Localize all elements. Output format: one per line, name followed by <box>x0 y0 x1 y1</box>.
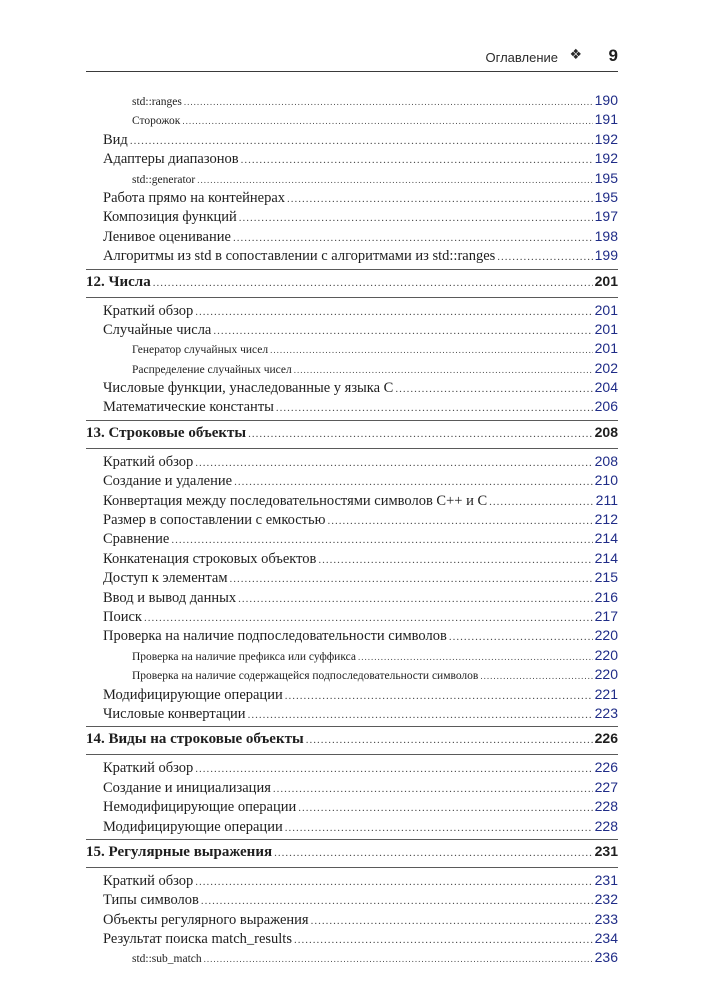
dot-leader <box>273 783 593 795</box>
dot-leader <box>327 515 592 527</box>
dot-leader <box>234 476 593 488</box>
toc-section[interactable] <box>86 569 618 588</box>
toc-entry-title: Результат поиска match_results <box>103 931 292 948</box>
chapter-rule <box>86 448 618 449</box>
toc-entry-title: Модифицирующие операции <box>103 818 283 835</box>
toc-entry-page: 202 <box>594 359 618 376</box>
toc-subsection[interactable] <box>86 170 618 189</box>
toc-entry-page: 226 <box>594 759 618 776</box>
dot-leader <box>358 652 593 662</box>
toc-section[interactable] <box>86 911 618 930</box>
toc-section[interactable] <box>86 492 618 511</box>
toc-entry-title: Конвертация между последовательностями символов C++ и C <box>103 492 488 509</box>
toc-entry-page: 197 <box>594 208 618 225</box>
toc-entry-page: 211 <box>595 491 618 508</box>
dot-leader <box>276 402 593 414</box>
toc-chapter[interactable] <box>86 421 618 448</box>
dot-leader <box>153 277 593 289</box>
toc-section[interactable] <box>86 627 618 646</box>
toc-entry-title: Адаптеры диапазонов <box>103 151 239 168</box>
dot-leader <box>285 822 593 834</box>
toc-section[interactable] <box>86 472 618 491</box>
toc-entry-title: Конкатенация строковых объектов <box>103 550 317 567</box>
toc-entry-title: Сравнение <box>103 531 170 548</box>
toc-entry-page: 216 <box>594 588 618 605</box>
toc-entry-title: Генератор случайных чисел <box>132 344 269 357</box>
toc-entry-title: Числовые конвертации <box>103 705 246 722</box>
toc-entry-page: 228 <box>594 817 618 834</box>
chapter-rule <box>86 297 618 298</box>
dot-leader <box>195 457 592 469</box>
toc-entry-page: 201 <box>594 340 618 357</box>
dot-leader <box>195 876 592 888</box>
toc-section[interactable] <box>86 208 618 227</box>
toc-section[interactable] <box>86 530 618 549</box>
toc-chapter[interactable] <box>86 270 618 297</box>
toc-entry-title: std::ranges <box>132 96 182 108</box>
dot-leader <box>298 802 592 814</box>
toc-entry-title: Поиск <box>103 608 142 625</box>
toc-entry-page: 236 <box>594 949 618 966</box>
chapter-rule <box>86 754 618 755</box>
toc-entry-page: 212 <box>594 511 618 528</box>
toc-entry-title: Объекты регулярного выражения <box>103 911 309 928</box>
toc-section[interactable] <box>86 891 618 910</box>
toc-entry-page: 227 <box>594 778 618 795</box>
toc-entry-page: 192 <box>594 130 618 147</box>
toc-entry-page: 199 <box>594 247 618 264</box>
dot-leader <box>294 365 593 375</box>
toc-entry-title: Краткий обзор <box>103 453 194 470</box>
toc-section[interactable] <box>86 453 618 472</box>
toc-section[interactable] <box>86 189 618 208</box>
toc-entry-title: Композиция функций <box>103 209 237 226</box>
toc-entry-title: Проверка на наличие содержащейся подпоследовательности символов <box>132 670 479 683</box>
toc-section[interactable] <box>86 131 618 150</box>
page-number: 9 <box>608 46 618 65</box>
toc-entry-page: 223 <box>594 704 618 721</box>
toc-section[interactable] <box>86 872 618 891</box>
toc-section[interactable] <box>86 818 618 837</box>
dot-leader <box>241 154 593 166</box>
toc-entry-page: 231 <box>594 842 618 859</box>
toc-entry-page: 220 <box>594 666 618 683</box>
toc-entry-title: 15. Регулярные выражения <box>86 843 273 860</box>
toc-entry-title: Создание и инициализация <box>103 779 271 796</box>
toc-subsection[interactable] <box>86 340 618 359</box>
toc-entry-title: Сторожок <box>132 115 181 128</box>
dot-leader <box>497 251 592 263</box>
toc-section[interactable] <box>86 798 618 817</box>
dot-leader <box>195 763 592 775</box>
toc-entry-title: Размер в сопоставлении с емкостью <box>103 512 326 529</box>
toc-entry-title: Распределение случайных чисел <box>132 363 292 376</box>
toc-section[interactable] <box>86 705 618 724</box>
toc-entry-title: Создание и удаление <box>103 473 233 490</box>
toc-entry-page: 220 <box>594 646 618 663</box>
toc-subsection[interactable] <box>86 666 618 685</box>
toc-entry-page: 208 <box>594 452 618 469</box>
dot-leader <box>248 709 593 721</box>
toc-entry-title: 12. Числа <box>86 273 151 290</box>
dot-leader <box>311 915 593 927</box>
toc-entry-page: 206 <box>594 398 618 415</box>
toc-entry-page: 195 <box>594 188 618 205</box>
toc-section[interactable] <box>86 228 618 247</box>
dot-leader <box>239 212 593 224</box>
toc-entry-page: 231 <box>594 871 618 888</box>
toc-subsection[interactable] <box>86 360 618 379</box>
toc-section[interactable] <box>86 379 618 398</box>
toc-entry-title: Случайные числа <box>103 321 212 338</box>
toc-entry-page: 228 <box>594 798 618 815</box>
dot-leader <box>294 934 593 946</box>
toc-entry-page: 198 <box>594 227 618 244</box>
toc-section[interactable] <box>86 759 618 778</box>
toc-entry-page: 217 <box>594 607 618 624</box>
toc-entry-page: 201 <box>594 301 618 318</box>
toc-entry-page: 208 <box>594 423 618 440</box>
dot-leader <box>306 734 593 746</box>
toc-entry-title: Доступ к элементам <box>103 570 228 587</box>
table-of-contents <box>86 92 618 969</box>
toc-entry-page: 233 <box>594 910 618 927</box>
toc-entry-page: 214 <box>594 549 618 566</box>
toc-chapter[interactable] <box>86 727 618 754</box>
toc-section[interactable] <box>86 247 618 266</box>
toc-entry-page: 234 <box>594 930 618 947</box>
toc-entry-page: 214 <box>594 530 618 547</box>
toc-entry-title: 14. Виды на строковые объекты <box>86 731 304 748</box>
toc-subsection[interactable] <box>86 111 618 130</box>
toc-entry-title: Алгоритмы из std в сопоставлении с алгоритмами из std::ranges <box>103 248 496 265</box>
toc-entry-page: 226 <box>594 730 618 747</box>
toc-entry-page: 221 <box>594 685 618 702</box>
toc-entry-page: 220 <box>594 627 618 644</box>
toc-entry-title: Математические константы <box>103 399 274 416</box>
dot-leader <box>248 428 593 440</box>
toc-subsection[interactable] <box>86 647 618 666</box>
toc-entry-page: 204 <box>594 379 618 396</box>
dot-leader <box>230 573 593 585</box>
dot-leader <box>130 135 593 147</box>
toc-entry-page: 215 <box>594 569 618 586</box>
toc-entry-title: Немодифицирующие операции <box>103 799 297 816</box>
toc-entry-title: Ленивое оценивание <box>103 228 231 245</box>
dot-leader <box>270 345 593 355</box>
toc-section[interactable] <box>86 150 618 169</box>
dot-leader <box>197 175 592 185</box>
dot-leader <box>184 97 593 107</box>
toc-entry-page: 190 <box>594 92 618 108</box>
header-title: Оглавление <box>485 50 558 65</box>
dot-leader <box>395 383 592 395</box>
toc-entry-title: Вид <box>103 131 128 148</box>
dot-leader <box>201 895 593 907</box>
toc-section[interactable] <box>86 398 618 417</box>
toc-entry-title: Краткий обзор <box>103 302 194 319</box>
dot-leader <box>287 193 593 205</box>
toc-entry-title: Краткий обзор <box>103 760 194 777</box>
toc-section[interactable] <box>86 550 618 569</box>
toc-entry-page: 191 <box>594 111 618 128</box>
dot-leader <box>144 612 593 624</box>
dot-leader <box>213 325 592 337</box>
dot-leader <box>318 554 592 566</box>
toc-entry-title: Числовые функции, унаследованные у языка C <box>103 380 394 397</box>
toc-entry-page: 232 <box>594 891 618 908</box>
dot-leader <box>449 631 593 643</box>
toc-entry-page: 201 <box>594 320 618 337</box>
dot-leader <box>489 496 594 508</box>
toc-entry-title: std::generator <box>132 173 196 186</box>
dot-leader <box>274 847 593 859</box>
toc-entry-title: Проверка на наличие префикса или суффикса <box>132 650 356 663</box>
toc-section[interactable] <box>86 930 618 949</box>
toc-section[interactable] <box>86 321 618 340</box>
toc-entry-title: Краткий обзор <box>103 872 194 889</box>
toc-section[interactable] <box>86 589 618 608</box>
toc-section[interactable] <box>86 302 618 321</box>
dot-leader <box>285 690 593 702</box>
toc-entry-title: std::sub_match <box>132 953 202 966</box>
toc-chapter[interactable] <box>86 840 618 867</box>
toc-entry-title: Типы символов <box>103 892 199 909</box>
toc-entry-title: Модифицирующие операции <box>103 686 283 703</box>
toc-section[interactable] <box>86 511 618 530</box>
dot-leader <box>195 306 592 318</box>
toc-entry-page: 210 <box>594 472 618 489</box>
toc-entry-title: Проверка на наличие подпоследовательности символов <box>103 628 447 645</box>
toc-entry-page: 195 <box>594 169 618 186</box>
chapter-rule <box>86 867 618 868</box>
toc-section[interactable] <box>86 686 618 705</box>
toc-subsection[interactable] <box>86 949 618 968</box>
dot-leader <box>480 671 592 681</box>
dot-leader <box>238 593 593 605</box>
dot-leader <box>204 954 593 964</box>
toc-entry-page: 192 <box>594 150 618 167</box>
toc-entry-title: Работа прямо на контейнерах <box>103 189 286 206</box>
toc-entry-page: 201 <box>594 272 618 289</box>
toc-section[interactable] <box>86 779 618 798</box>
dot-leader <box>182 116 592 126</box>
running-header <box>86 45 618 72</box>
fleuron-icon: ❖ <box>569 47 582 63</box>
toc-entry-title: 13. Строковые объекты <box>86 424 247 441</box>
toc-subsection[interactable] <box>86 92 618 111</box>
dot-leader <box>171 534 592 546</box>
toc-entry-title: Ввод и вывод данных <box>103 589 237 606</box>
dot-leader <box>233 232 593 244</box>
toc-section[interactable] <box>86 608 618 627</box>
